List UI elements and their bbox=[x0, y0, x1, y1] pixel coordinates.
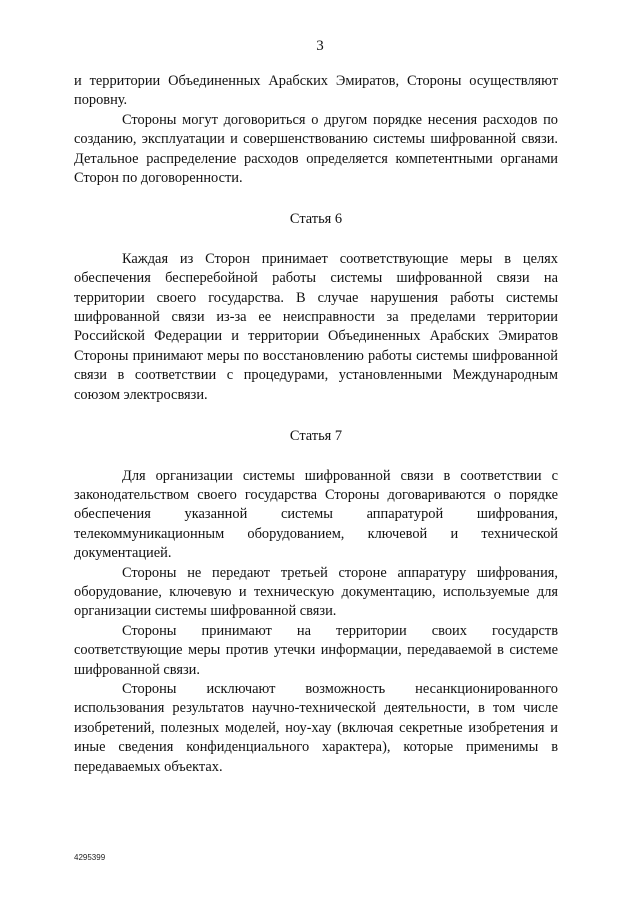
article-7-heading: Статья 7 bbox=[289, 428, 343, 445]
paragraph-expenses: Стороны могут договориться о другом порядке несения расходов по созданию, эксплуатации и совершенствованию системы шифрованной связи. Детальное распределение расходов определяется компетентными органами Сторон по договоренности. bbox=[74, 111, 558, 187]
paragraph-article-7-unauthorized-use: Стороны исключают возможность несанкционированного использования результатов научно-технической деятельности, в том числе изобретений, полезных моделей, ноу-хау (включая секретные изобретения и иные сведения конфиденциального характера), которые применимы в передаваемых объектах. bbox=[74, 680, 558, 775]
paragraph-article-6: Каждая из Сторон принимает соответствующие меры в целях обеспечения бесперебойной работы системы шифрованной связи на территории своего государства. В случае нарушения работы системы шифрованной связи из-за ее неисправности за пределами территории Российской Федерации и территории Объединенных Арабских Эмиратов Стороны принимают меры по восстановлению работы системы шифрованной связи в соответствии с процедурами, установленными Международным союзом электросвязи. bbox=[74, 250, 558, 403]
paragraph-article-7-organization: Для организации системы шифрованной связи в соответствии с законодательством своего государства Стороны договариваются о порядке обеспечения указанной системы аппаратурой шифрования, телекоммуникационным оборудованием, ключевой и технической документацией. bbox=[74, 467, 558, 562]
paragraph-article-7-third-party: Стороны не передают третьей стороне аппаратуру шифрования, оборудование, ключевую и техническую документацию, используемые для организации системы шифрованной связи. bbox=[74, 564, 558, 620]
document-body bbox=[74, 72, 558, 777]
article-6-heading: Статья 6 bbox=[289, 211, 343, 228]
document-id: 4295399 bbox=[74, 853, 106, 862]
page-number: 3 bbox=[316, 38, 324, 54]
paragraph-article-7-leak: Стороны принимают на территории своих государств соответствующие меры против утечки информации, передаваемой в системе шифрованной связи. bbox=[74, 622, 558, 678]
paragraph-continuation: и территории Объединенных Арабских Эмиратов, Стороны осуществляют поровну. bbox=[74, 73, 558, 109]
